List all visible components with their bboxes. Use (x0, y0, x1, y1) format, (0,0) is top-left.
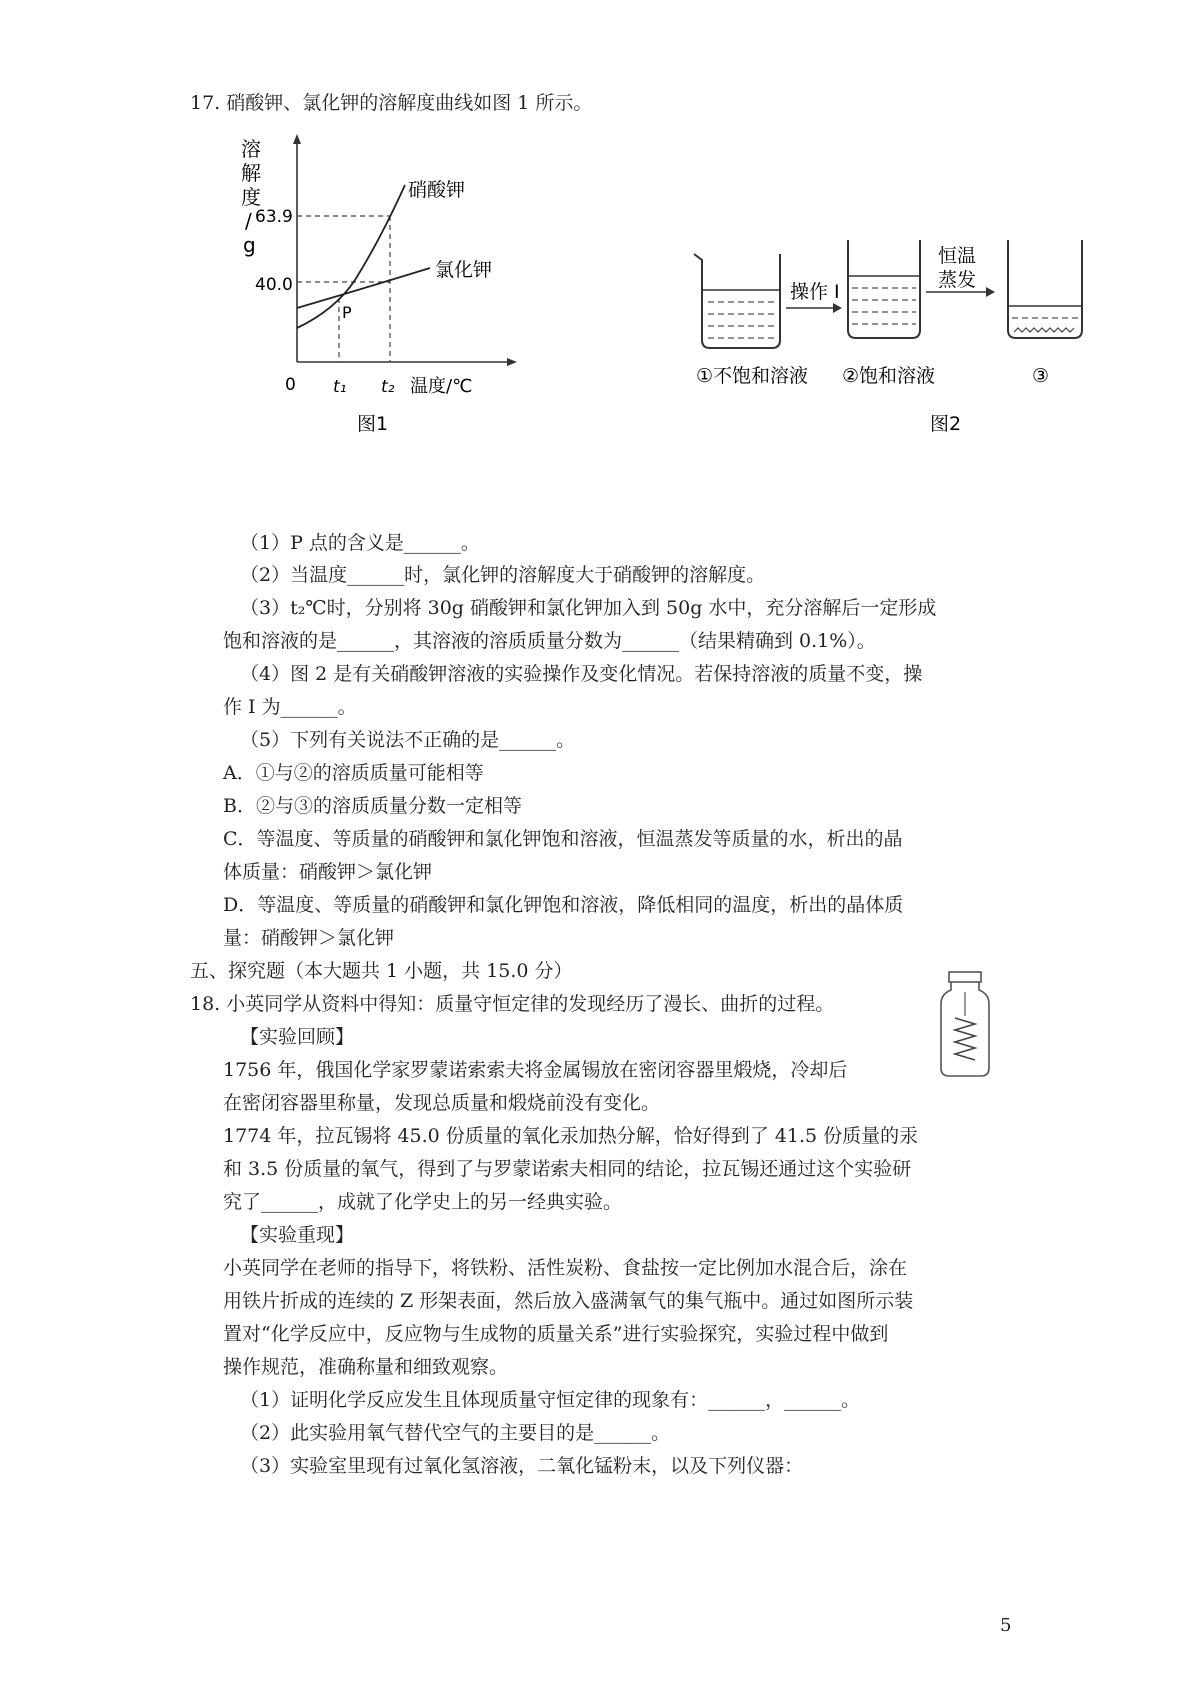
q17-option-a: A．①与②的溶质质量可能相等 (223, 762, 484, 784)
q18-p3-line4: 操作规范，准确称量和细致观察。 (223, 1356, 509, 1378)
q18-p2-line1: 1774 年，拉瓦锡将 45.0 份质量的氧化汞加热分解，恰好得到了 41.5 份质量的汞 (223, 1125, 919, 1147)
q18-sub1: （1）证明化学反应发生且体现质量守恒定律的现象有：______，______。 (240, 1389, 861, 1411)
operation-1-label: 操作 I (790, 281, 840, 303)
beaker-2 (840, 240, 920, 338)
curve-kcl-label: 氯化钾 (435, 259, 493, 281)
q18-p1-line1: 1756 年，俄国化学家罗蒙诺索索夫将金属锡放在密闭容器里煅烧，冷却后 (223, 1059, 848, 1081)
q18-heading-review: 【实验回顾】 (240, 1026, 355, 1048)
y-axis-label-4: / (245, 209, 252, 233)
beaker-3-label: ③ (1032, 365, 1050, 387)
curve-kcl (297, 268, 430, 308)
y-axis-label-5: g (243, 233, 256, 257)
q17-sub4-line2: 作 I 为______。 (223, 696, 357, 718)
beaker-2-label: ②饱和溶液 (842, 365, 936, 387)
beaker-figure (690, 240, 1110, 440)
q17-option-d-line2: 量：硝酸钾＞氯化钾 (223, 927, 395, 949)
operation-2-label-a: 恒温 (938, 245, 977, 267)
q18-p2-line2: 和 3.5 份质量的氧气，得到了与罗蒙诺索夫相同的结论，拉瓦锡还通过这个实验研 (223, 1158, 912, 1180)
x-tick-t2: t₂ (381, 377, 395, 397)
point-p-label: P (342, 303, 352, 322)
q17-sub3-line1: （3）t₂℃时，分别将 30g 硝酸钾和氯化钾加入到 50g 水中，充分溶解后一定形成 (240, 597, 937, 619)
q18-sub2: （2）此实验用氧气替代空气的主要目的是______。 (240, 1422, 671, 1444)
q18-p3-line3: 置对“化学反应中，反应物与生成物的质量关系”进行实验探究，实验过程中做到 (223, 1323, 889, 1345)
q17-sub1: （1）P 点的含义是______。 (240, 532, 480, 554)
q17-option-c-line2: 体质量：硝酸钾＞氯化钾 (223, 861, 433, 883)
y-axis-label-3: 度 (241, 185, 261, 209)
gas-bottle-icon (935, 970, 995, 1080)
beaker-1 (694, 254, 780, 348)
origin-label: 0 (285, 375, 296, 395)
fig1-caption: 图1 (357, 413, 389, 435)
fig2-caption: 图2 (930, 413, 962, 435)
q17-sub3-line2: 饱和溶液的是______，其溶液的溶质质量分数为______（结果精确到 0.1%）。 (223, 630, 876, 652)
q18-p3-line2: 用铁片折成的连续的 Z 形架表面，然后放入盛满氧气的集气瓶中。通过如图所示装 (223, 1290, 914, 1312)
q18-p1-line2: 在密闭容器里称量，发现总质量和煅烧前没有变化。 (223, 1092, 661, 1114)
q17-stem: 17. 硝酸钾、氯化钾的溶解度曲线如图 1 所示。 (190, 92, 593, 114)
q18-p2-line3: 究了______，成就了化学史上的另一经典实验。 (223, 1191, 623, 1213)
q17-option-d-line1: D．等温度、等质量的硝酸钾和氯化钾饱和溶液，降低相同的温度，析出的晶体质 (223, 894, 904, 916)
q17-option-c-line1: C．等温度、等质量的硝酸钾和氯化钾饱和溶液，恒温蒸发等质量的水，析出的晶 (223, 828, 903, 850)
x-tick-t1: t₁ (333, 377, 347, 397)
section-5-heading: 五、探究题（本大题共 1 小题，共 15.0 分） (190, 960, 573, 982)
q18-stem: 18. 小英同学从资料中得知：质量守恒定律的发现经历了漫长、曲折的过程。 (190, 993, 835, 1015)
q18-heading-reproduce: 【实验重现】 (240, 1224, 355, 1246)
page-number: 5 (1000, 1615, 1012, 1636)
q17-sub2: （2）当温度______时，氯化钾的溶解度大于硝酸钾的溶解度。 (240, 564, 766, 586)
y-axis-label-2: 解 (241, 161, 261, 185)
y-tick-63.9: 63.9 (255, 207, 293, 227)
curve-kno3-label: 硝酸钾 (408, 179, 466, 201)
q17-sub5: （5）下列有关说法不正确的是______。 (240, 729, 576, 751)
beaker-1-label: ①不饱和溶液 (696, 365, 809, 387)
q18-sub3: （3）实验室里现有过氧化氢溶液，二氧化锰粉末，以及下列仪器： (240, 1455, 804, 1477)
q18-p3-line1: 小英同学在老师的指导下，将铁粉、活性炭粉、食盐按一定比例加水混合后，涂在 (223, 1257, 908, 1279)
y-tick-40.0: 40.0 (255, 275, 293, 295)
operation-2-label-b: 蒸发 (938, 269, 977, 291)
y-axis-label-1: 溶 (241, 137, 261, 161)
x-axis-label: 温度/℃ (410, 376, 473, 397)
q17-sub4-line1: （4）图 2 是有关硝酸钾溶液的实验操作及变化情况。若保持溶液的质量不变，操 (240, 663, 923, 685)
solubility-chart (225, 130, 525, 440)
beaker-3 (1000, 240, 1082, 338)
q17-option-b: B．②与③的溶质质量分数一定相等 (223, 795, 522, 817)
